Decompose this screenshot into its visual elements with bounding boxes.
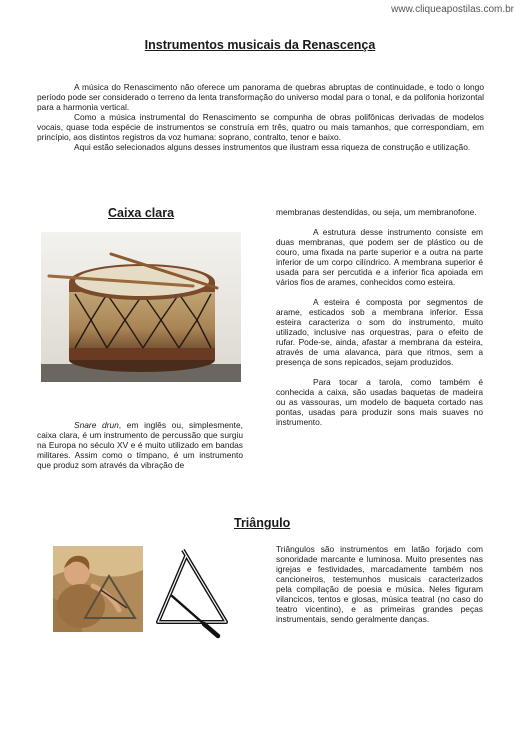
intro-paragraph: Aqui estão selecionados alguns desses instrumentos que ilustram essa riqueza de construção e utilização. — [74, 142, 471, 152]
intro-paragraph: A música do Renascimento não oferece um panorama de quebras abruptas de continuidade, e todo o longo período pode ser considerado o terreno da lenta transformação do universo modal para o tonal, e da polifonia horizontal para a harmonia vertical. — [37, 82, 484, 112]
intro-text — [37, 82, 484, 152]
triangulo-heading: Triângulo — [234, 516, 291, 530]
triangulo-column — [276, 544, 483, 634]
caixa-clara-heading: Caixa clara — [108, 206, 175, 220]
caixa-paragraph: membranas destendidas, ou seja, um membranofone. — [276, 207, 477, 217]
caixa-paragraph: A estrutura desse instrumento consiste em duas membranas, que podem ser de plástico ou de couro, uma fixada na parte superior e a outra na parte inferior de um corpo cilíndrico. A membrana superior é usada para ser percutida e a inferior fica apoiada em vários fios de arames, conhecidos como esteira. — [276, 227, 483, 287]
triangle-icon — [146, 542, 236, 640]
page-title: Instrumentos musicais da Renascença — [144, 38, 376, 52]
caixa-paragraph: Para tocar a tarola, como também é conhecida a caixa, são usadas baquetas de madeira ou as vassouras, um modelo de baqueta cortado nas pontas, usadas para produzir sons mais suaves no instrumento. — [276, 377, 483, 427]
caixa-left-column — [37, 420, 243, 480]
snare-drum-illustration — [41, 232, 241, 382]
site-watermark: www.cliqueapostilas.com.br — [391, 4, 514, 15]
snare-drum-photo — [41, 232, 241, 382]
snare-term: Snare drun — [74, 420, 119, 430]
triangle-drawing — [146, 542, 236, 640]
intro-paragraph: Como a música instrumental do Renascimento se compunha de obras polifônicas derivadas de modelos vocais, quase toda espécie de instrumentos se construía em três, quatro ou mais tamanhos, que correspondiam, em princípio, aos distintos registros da voz humana: soprano, contralto, tenor e baixo. — [37, 112, 484, 142]
caixa-left-text: , em inglês ou, simplesmente, caixa clara, é um instrumento de percussão que surgiu na Europa no século XV e é muito utilizado em bandas militares. Assim como o tímpano, é um instrumento que produz som através da vibração de — [37, 420, 243, 470]
triangulo-paragraph: Triângulos são instrumentos em latão forjado com sonoridade marcante e luminosa. Muito presentes nas igrejas e festividades, marcadamente também nos cancioneiros, testemunhos musicais caracterizados pela compilação de poesia e música. Neles figuram vilancicos, tentos e glosas, música teatral (no caso do teatro vicentino), e as primeiras grandes peças instrumentais, sendo geralmente danças. — [276, 544, 483, 624]
angel-with-triangle-illustration — [53, 546, 143, 632]
renaissance-painting-photo — [53, 546, 143, 632]
caixa-right-column — [276, 207, 483, 437]
caixa-paragraph: A esteira é composta por segmentos de arame, esticados sob a membrana inferior. Essa esteira caracteriza o som do instrumento, muito utilizado, inclusive nas orquestras, para o efeito de rufar. Pode-se, ainda, afastar a membrana da esteira, através de uma alavanca, para que ritmos, sem a presença de sons repicados, sejam produzidos. — [276, 297, 483, 367]
